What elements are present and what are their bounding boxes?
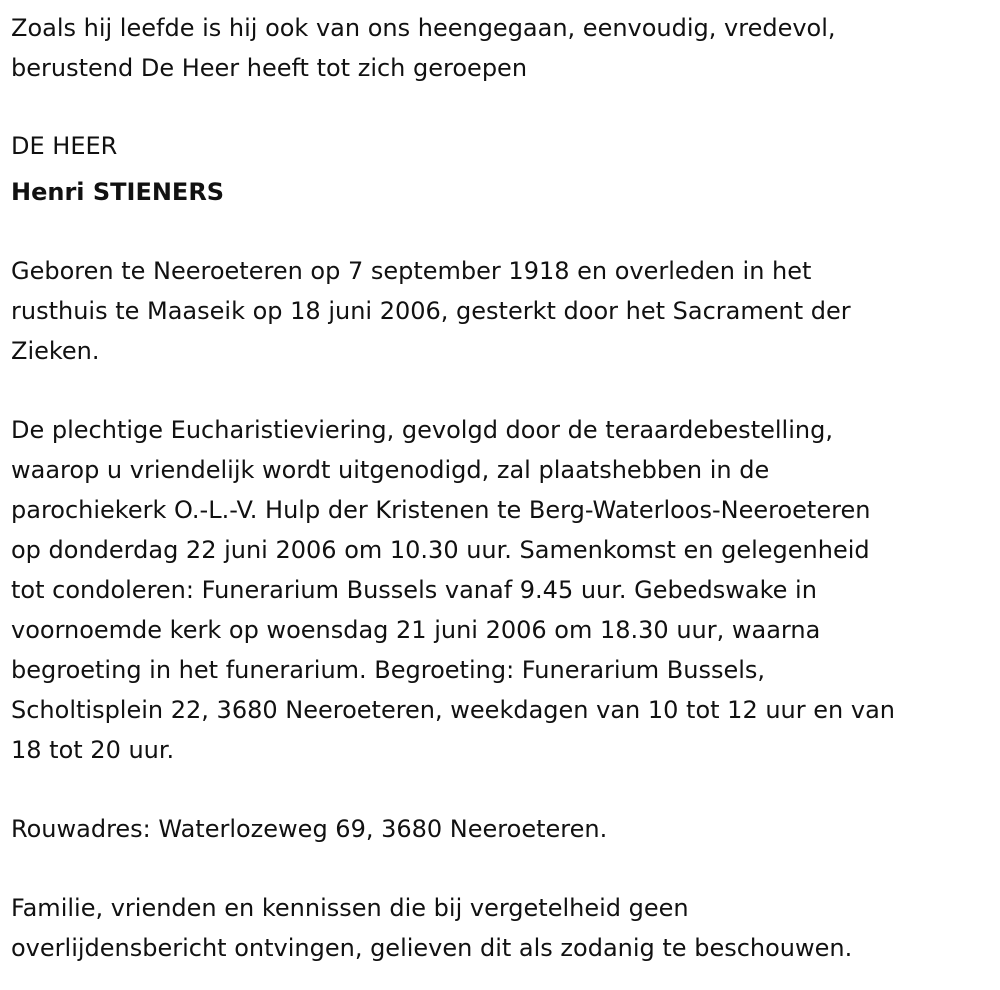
text-line: begroeting in het funerarium. Begroeting: Funerarium Bussels, bbox=[11, 656, 766, 684]
text-line: Zoals hij leefde is hij ook van ons heengegaan, eenvoudig, vredevol, bbox=[11, 14, 836, 42]
text-line: rusthuis te Maaseik op 18 juni 2006, gesterkt door het Sacrament der bbox=[11, 297, 851, 325]
text-line: Geboren te Neeroeteren op 7 september 1918 en overleden in het bbox=[11, 257, 812, 285]
text-line: overlijdensbericht ontvingen, gelieven dit als zodanig te beschouwen. bbox=[11, 934, 853, 962]
text-line: tot condoleren: Funerarium Bussels vanaf 9.45 uur. Gebedswake in bbox=[11, 576, 817, 604]
closing-paragraph bbox=[11, 888, 1000, 968]
text-line: Zieken. bbox=[11, 337, 100, 365]
text-line: Rouwadres: Waterlozeweg 69, 3680 Neeroeteren. bbox=[11, 815, 608, 843]
text-line: Scholtisplein 22, 3680 Neeroeteren, weekdagen van 10 tot 12 uur en van bbox=[11, 696, 895, 724]
text-line: berustend De Heer heeft tot zich geroepen bbox=[11, 54, 528, 82]
text-line: op donderdag 22 juni 2006 om 10.30 uur. Samenkomst en gelegenheid bbox=[11, 536, 870, 564]
text-line: waarop u vriendelijk wordt uitgenodigd, zal plaatshebben in de bbox=[11, 456, 770, 484]
deceased-name: Henri STIENERS bbox=[11, 178, 225, 206]
title-prefix: DE HEER bbox=[11, 132, 118, 160]
text-line: 18 tot 20 uur. bbox=[11, 736, 175, 764]
text-line: De plechtige Eucharistieviering, gevolgd door de teraardebestelling, bbox=[11, 416, 833, 444]
text-line: parochiekerk O.-L.-V. Hulp der Kristenen te Berg-Waterloos-Neeroeteren bbox=[11, 496, 871, 524]
text-line: voornoemde kerk op woensdag 21 juni 2006 om 18.30 uur, waarna bbox=[11, 616, 821, 644]
address-paragraph bbox=[11, 809, 1000, 849]
text-line: Familie, vrienden en kennissen die bij vergetelheid geen bbox=[11, 894, 689, 922]
ceremony-paragraph bbox=[11, 410, 1000, 770]
birth-death-paragraph bbox=[11, 251, 1000, 371]
intro-paragraph bbox=[11, 8, 1000, 88]
